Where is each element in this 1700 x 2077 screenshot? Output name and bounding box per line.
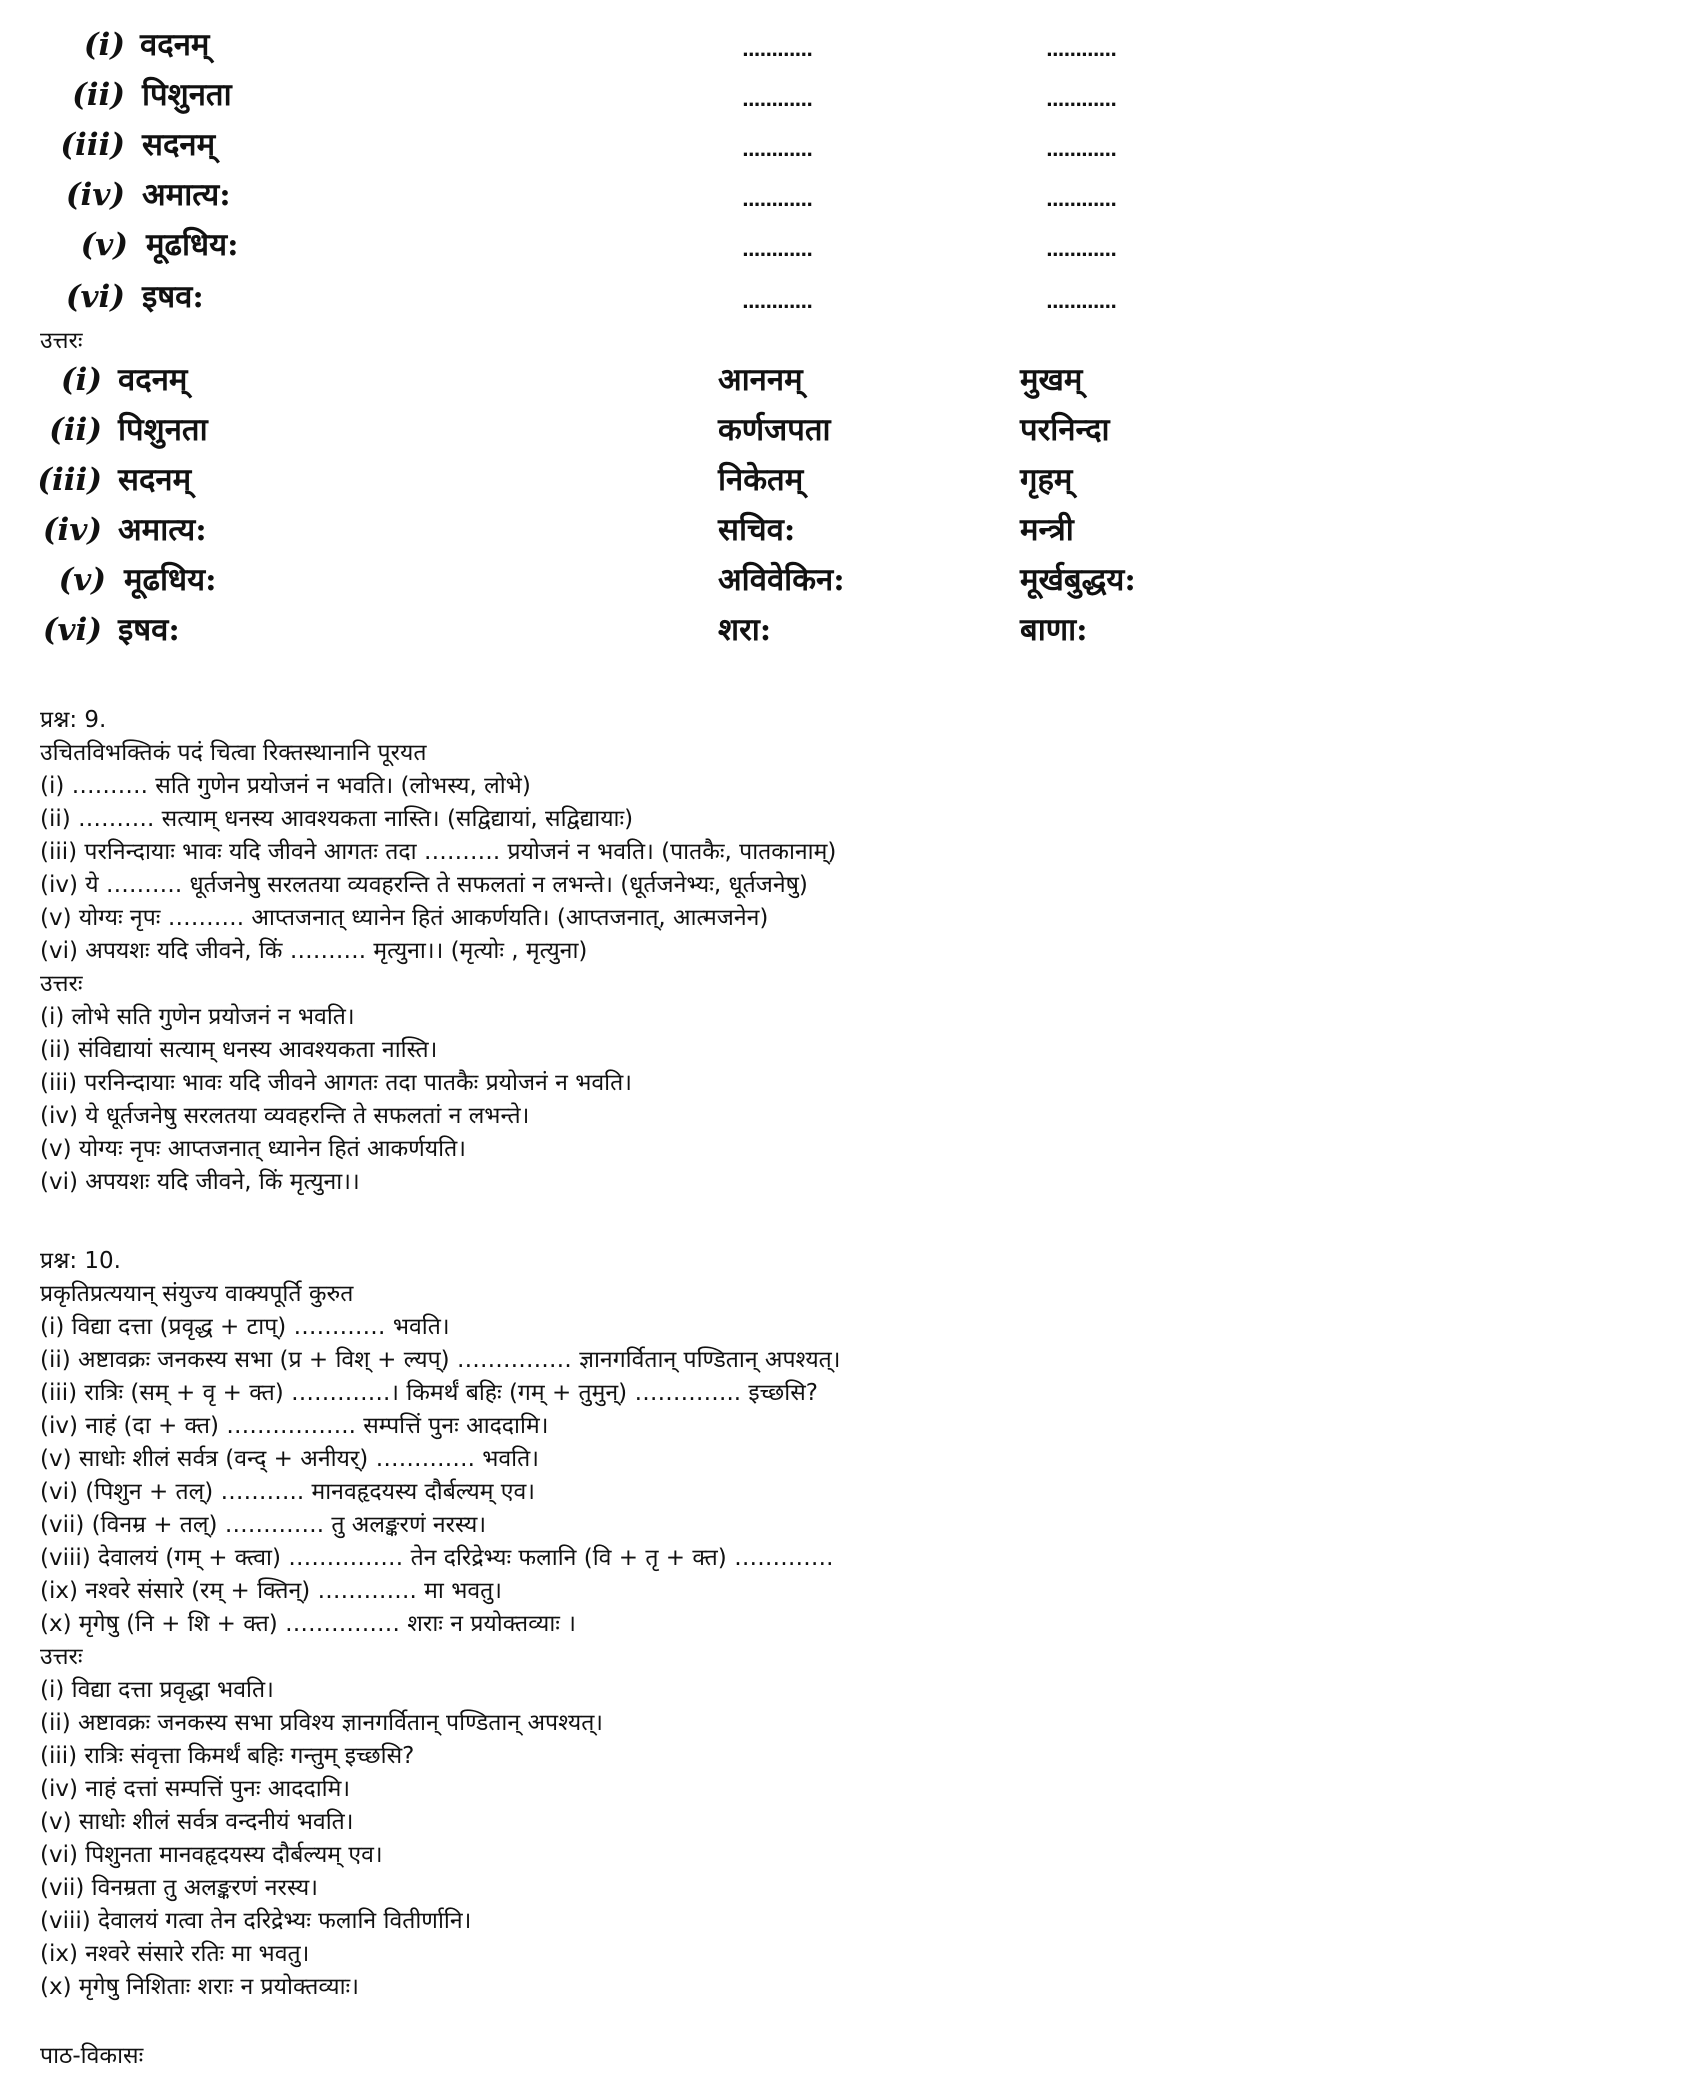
question-item: (i) ………. सति गुणेन प्रयोजनं न भवति। (लोभस्य, लोभे) (40, 773, 531, 799)
answer-item: (viii) देवालयं गत्वा तेन दरिद्रेभ्यः फलानि वितीर्णानि। (40, 1908, 472, 1934)
question-item: (iii) रात्रिः (सम् + वृ + क्त) ………….। किमर्थं बहिः (गम् + तुमुन्) ………….. इच्छसि? (40, 1380, 818, 1406)
blank-1: ............ (742, 140, 813, 161)
blank-1: ............ (742, 190, 813, 211)
question-item: (viii) देवालयं (गम् + क्त्वा) …………… तेन दरिद्रेभ्यः फलानि (वि + तृ + क्त) …………. (40, 1545, 834, 1571)
blank-2: ............ (1046, 190, 1117, 211)
answer-label: उत्तरः (40, 1644, 83, 1670)
synonym-2: मुखम् (1020, 362, 1083, 398)
question-item: (vii) (विनम्र + तल्) …………. तु अलङ्करणं नरस्य। (40, 1512, 487, 1538)
row-number: (iv) (42, 512, 102, 548)
synonym-1: अविवेकिन: (718, 562, 845, 598)
blank-1: ............ (742, 40, 813, 61)
answer-label: उत्तरः (40, 971, 83, 997)
answer-item: (ii) संविद्यायां सत्याम् धनस्य आवश्यकता नास्ति। (40, 1037, 438, 1063)
blank-1: ............ (742, 292, 813, 313)
exercise-row (0, 20, 1200, 70)
blank-1: ............ (742, 240, 813, 261)
synonym-2: गृहम् (1020, 462, 1073, 498)
answer-item: (i) लोभे सति गुणेन प्रयोजनं न भवति। (40, 1004, 355, 1030)
answer-item: (vii) विनम्रता तु अलङ्करणं नरस्य। (40, 1875, 318, 1901)
question-item: (ii) अष्टावक्रः जनकस्य सभा (प्र + विश् + ल्यप्) …………… ज्ञानगर्वितान् पण्डितान् अपश्यत्। (40, 1347, 841, 1373)
question-item: (v) योग्यः नृपः ………. आप्तजनात् ध्यानेन हितं आकर्णयति। (आप्तजनात्, आत्मजनेन) (40, 905, 769, 931)
row-word: वदनम् (118, 362, 188, 398)
exercise-row (0, 272, 1200, 322)
blank-2: ............ (1046, 240, 1117, 261)
row-word: अमात्य: (118, 512, 207, 548)
synonym-2: मूर्खबुद्धय: (1020, 562, 1136, 598)
row-number: (i) (83, 27, 125, 63)
synonym-1: आननम् (718, 362, 803, 398)
synonym-2: बाणा: (1020, 612, 1088, 648)
synonym-1: शरा: (718, 612, 772, 648)
row-number: (v) (58, 562, 106, 598)
question-title: प्रश्न: 10. (40, 1248, 121, 1274)
synonym-2: परनिन्दा (1020, 412, 1110, 448)
question-item: (vi) (पिशुन + तल्) ……….. मानवहृदयस्य दौर्बल्यम् एव। (40, 1479, 535, 1505)
row-number: (vi) (65, 279, 125, 315)
answer-row (0, 455, 1200, 505)
row-number: (iii) (60, 127, 125, 163)
question-instruction: उचितविभक्तिकं पदं चित्वा रिक्तस्थानानि पूरयत (40, 740, 427, 766)
row-number: (iii) (37, 462, 102, 498)
answer-label: उत्तरः (40, 328, 83, 354)
answer-item: (v) योग्यः नृपः आप्तजनात् ध्यानेन हितं आकर्णयति। (40, 1136, 466, 1162)
answer-row (0, 555, 1200, 605)
answer-item: (ix) नश्वरे संसारे रतिः मा भवतु। (40, 1941, 310, 1967)
row-word: इषव: (118, 612, 180, 648)
synonym-2: मन्त्री (1020, 512, 1074, 548)
row-word: सदनम् (142, 127, 216, 163)
answer-item: (iv) नाहं दत्तां सम्पत्तिं पुनः आददामि। (40, 1776, 351, 1802)
answer-item: (i) विद्या दत्ता प्रवृद्धा भवति। (40, 1677, 274, 1703)
answer-item: (vi) अपयशः यदि जीवने, किं मृत्युना।। (40, 1169, 360, 1195)
row-word: इषव: (142, 279, 204, 315)
synonym-1: सचिव: (718, 512, 796, 548)
question-item: (x) मृगेषु (नि + शि + क्त) …………… शराः न प्रयोक्तव्याः । (40, 1611, 576, 1637)
exercise-row (0, 220, 1200, 270)
answer-item: (iii) रात्रिः संवृत्ता किमर्थं बहिः गन्तुम् इच्छसि? (40, 1743, 415, 1769)
question-item: (v) साधोः शीलं सर्वत्र (वन्द् + अनीयर्) …………. भवति। (40, 1446, 539, 1472)
answer-item: (ii) अष्टावक्रः जनकस्य सभा प्रविश्य ज्ञानगर्वितान् पण्डितान् अपश्यत्। (40, 1710, 604, 1736)
question-item: (vi) अपयशः यदि जीवने, किं ………. मृत्युना।। (मृत्योः , मृत्युना) (40, 938, 588, 964)
answer-row (0, 605, 1200, 655)
exercise-row (0, 170, 1200, 220)
synonym-1: निकेतम् (718, 462, 804, 498)
question-item: (i) विद्या दत्ता (प्रवृद्ध + टाप्) ………… भवति। (40, 1314, 450, 1340)
answer-row (0, 505, 1200, 555)
answer-item: (x) मृगेषु निशिताः शराः न प्रयोक्तव्याः। (40, 1974, 359, 2000)
answer-row (0, 355, 1200, 405)
question-title: प्रश्न: 9. (40, 707, 107, 733)
row-word: अमात्य: (142, 177, 231, 213)
question-item: (ii) ………. सत्याम् धनस्य आवश्यकता नास्ति। (सद्विद्यायां, सद्विद्यायाः) (40, 806, 634, 832)
question-item: (iv) नाहं (दा + क्त) …………….. सम्पत्तिं पुनः आददामि। (40, 1413, 549, 1439)
row-number: (vi) (42, 612, 102, 648)
row-word: सदनम् (118, 462, 192, 498)
question-item: (iii) परनिन्दायाः भावः यदि जीवने आगतः तदा ………. प्रयोजनं न भवति। (पातकैः, पातकानाम्) (40, 839, 837, 865)
row-number: (iv) (65, 177, 125, 213)
blank-2: ............ (1046, 292, 1117, 313)
row-word: वदनम् (140, 27, 210, 63)
answer-row (0, 405, 1200, 455)
exercise-row (0, 70, 1200, 120)
row-word: मूढधिय: (146, 227, 239, 263)
answer-item: (iii) परनिन्दायाः भावः यदि जीवने आगतः तदा पातकैः प्रयोजनं न भवति। (40, 1070, 632, 1096)
synonym-1: कर्णजपता (718, 412, 831, 448)
exercise-row (0, 120, 1200, 170)
question-instruction: प्रकृतिप्रत्ययान् संयुज्य वाक्यपूर्ति कुरुत (40, 1281, 354, 1307)
row-number: (v) (80, 227, 128, 263)
question-item: (iv) ये ………. धूर्तजनेषु सरलतया व्यवहरन्ति ते सफलतां न लभन्ते। (धूर्तजनेभ्यः, धूर्तजनेषु) (40, 872, 808, 898)
row-number: (ii) (72, 77, 125, 113)
blank-2: ............ (1046, 140, 1117, 161)
blank-2: ............ (1046, 90, 1117, 111)
row-number: (i) (60, 362, 102, 398)
blank-1: ............ (742, 90, 813, 111)
answer-item: (iv) ये धूर्तजनेषु सरलतया व्यवहरन्ति ते सफलतां न लभन्ते। (40, 1103, 530, 1129)
row-word: मूढधिय: (124, 562, 217, 598)
row-word: पिशुनता (118, 412, 208, 448)
row-number: (ii) (49, 412, 102, 448)
row-word: पिशुनता (142, 77, 232, 113)
blank-2: ............ (1046, 40, 1117, 61)
question-item: (ix) नश्वरे संसारे (रम् + क्तिन्) …………. मा भवतु। (40, 1578, 502, 1604)
section-heading: पाठ-विकासः (40, 2043, 144, 2069)
answer-item: (v) साधोः शीलं सर्वत्र वन्दनीयं भवति। (40, 1809, 354, 1835)
answer-item: (vi) पिशुनता मानवहृदयस्य दौर्बल्यम् एव। (40, 1842, 383, 1868)
